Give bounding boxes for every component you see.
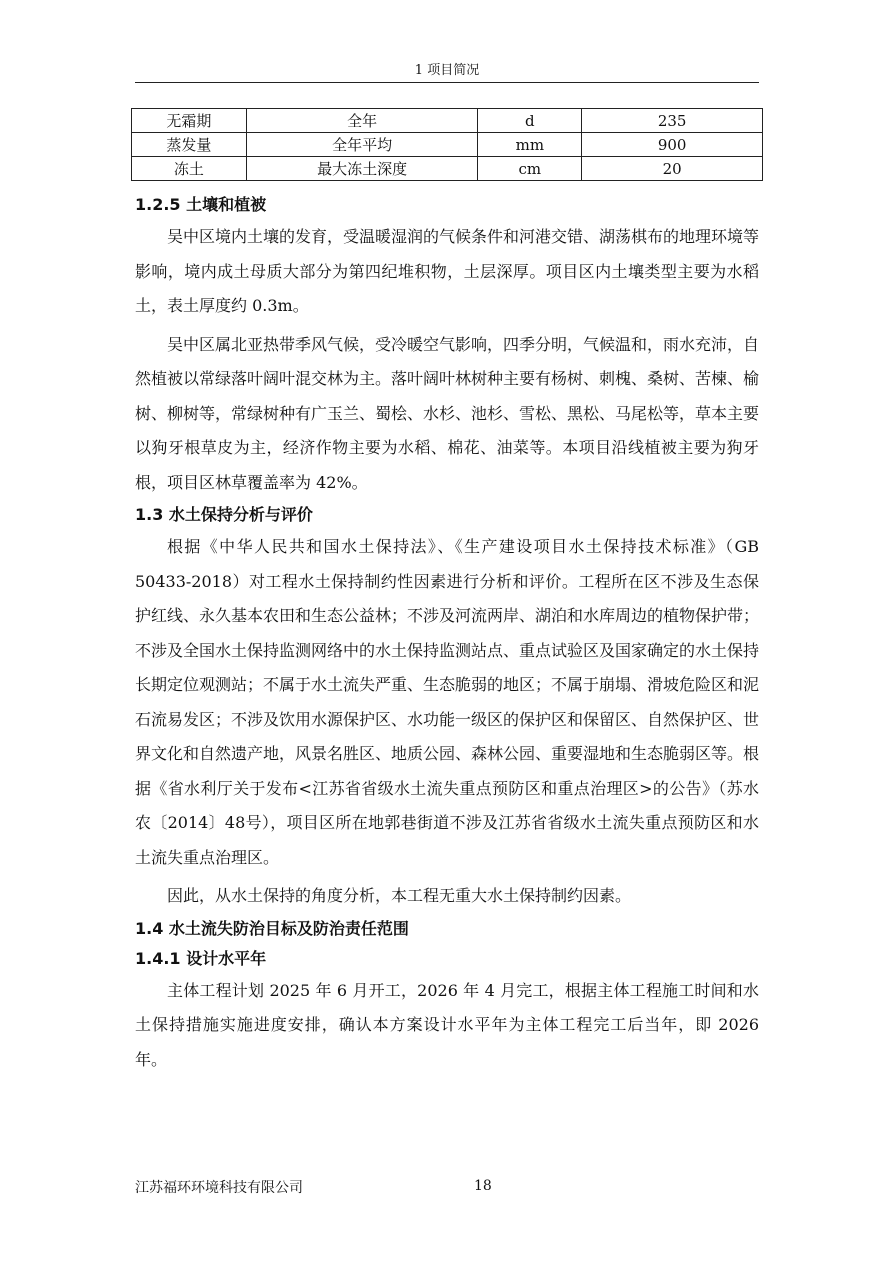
section-heading-1-4: 1.4 水土流失防治目标及防治责任范围 (135, 918, 409, 938)
paragraph-design-year: 主体工程计划 2025 年 6 月开工，2026 年 4 月完工，根据主体工程施工时间和水土保持措施实施进度安排，确认本方案设计水平年为主体工程完工后当年，即 2026 年。 (135, 980, 759, 1069)
table-cell: 900 (582, 133, 763, 157)
paragraph-soil: 吴中区境内土壤的发育，受温暖湿润的气候条件和河港交错、湖荡棋布的地理环境等影响，境内成土母质大部分为第四纪堆积物，土层深厚。项目区内土壤类型主要为水稻土，表土厚度约 0.3m。 (135, 227, 760, 315)
section-heading-1-2-5: 1.2.5 土壤和植被 (135, 195, 267, 214)
table-row (132, 109, 763, 133)
page-number: 18 (474, 1178, 492, 1194)
table-cell: 冻土 (132, 157, 247, 181)
table-cell: 235 (582, 109, 763, 133)
table-cell: d (478, 109, 582, 133)
table-row (132, 157, 763, 181)
table-cell: 全年平均 (246, 133, 478, 157)
table-cell: 全年 (246, 109, 478, 133)
table-cell: 无霜期 (132, 109, 247, 133)
table-row (132, 133, 763, 157)
section-heading-1-4-1: 1.4.1 设计水平年 (135, 948, 267, 968)
table-cell: 最大冻土深度 (246, 157, 478, 181)
footer-company: 江苏福环环境科技有限公司 (135, 1180, 303, 1196)
table-cell: 蒸发量 (132, 133, 247, 157)
climate-table (131, 108, 763, 181)
paragraph-conclusion: 因此，从水土保持的角度分析，本工程无重大水土保持制约因素。 (167, 886, 632, 905)
paragraph-vegetation: 吴中区属北亚热带季风气候，受冷暖空气影响，四季分明，气候温和，雨水充沛，自然植被以常绿落叶阔叶混交林为主。落叶阔叶林树种主要有杨树、刺槐、桑树、苦楝、榆树、柳树等，常绿树种有广玉兰、蜀桧、水杉、池杉、雪松、黑松、马尾松等，草本主要以狗牙根草皮为主，经济作物主要为水稻、棉花、油菜等。本项目沿线植被主要为狗牙根，项目区林草覆盖率为 42%。 (135, 334, 760, 492)
main-content (135, 190, 759, 1077)
table-cell: cm (478, 157, 582, 181)
table-cell: mm (478, 133, 582, 157)
section-heading-1-3: 1.3 水土保持分析与评价 (135, 505, 313, 524)
running-header: 1 项目简况 (414, 63, 480, 78)
header-divider (135, 82, 759, 83)
table-cell: 20 (582, 157, 763, 181)
paragraph-analysis: 根据《中华人民共和国水土保持法》、《生产建设项目水土保持技术标准》（GB 50433-2018）对工程水土保持制约性因素进行分析和评价。工程所在区不涉及生态保护红线、永久基本农田和生态公益林；不涉及河流两岸、湖泊和水库周边的植物保护带；不涉及全国水土保持监测网络中的水土保持监测站点、重点试验区及国家确定的水土保持长期定位观测站；不属于水土流失严重、生态脆弱的地区；不属于崩塌、滑坡危险区和泥石流易发区；不涉及饮用水源保护区、水功能一级区的保护区和保留区、自然保护区、世界文化和自然遗产地，风景名胜区、地质公园、森林公园、重要湿地和生态脆弱区等。根据《省水利厅关于发布<江苏省省级水土流失重点预防区和重点治理区>的公告》（苏水农〔2014〕48号），项目区所在地郭巷街道不涉及江苏省省级水土流失重点预防区和水土流失重点治理区。 (135, 537, 760, 867)
